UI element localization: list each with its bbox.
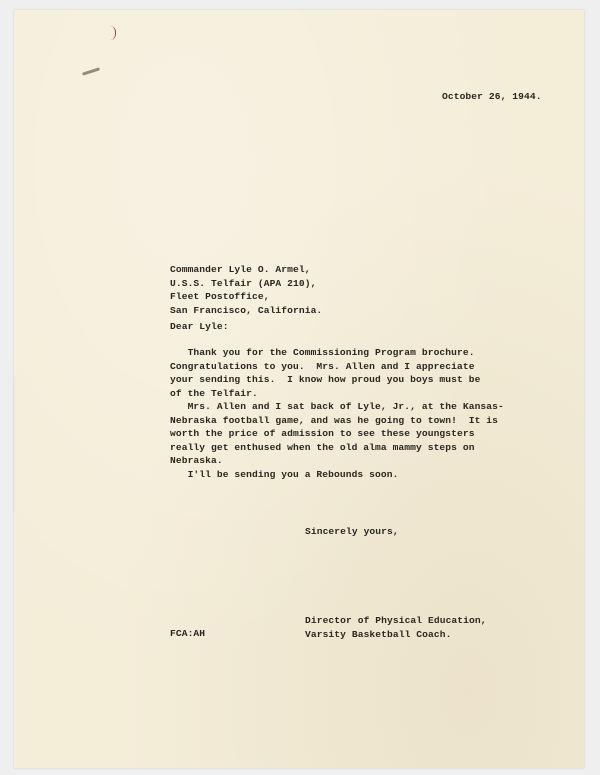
address-line: Commander Lyle O. Armel, <box>170 264 311 275</box>
address-line: San Francisco, California. <box>170 304 323 316</box>
paragraph-line: Mrs. Allen and I sat back of Lyle, Jr., at the Kansas- <box>170 401 504 412</box>
signature-line: Varsity Basketball Coach. <box>305 628 452 640</box>
paragraph-line: Nebraska. <box>170 455 223 467</box>
paragraph-1 <box>170 346 510 400</box>
complimentary-close: Sincerely yours, <box>305 526 399 537</box>
paragraph-line: Congratulations to you. Mrs. Allen and I appreciate <box>170 360 475 372</box>
ink-mark <box>110 26 116 40</box>
paragraph-line: Thank you for the Commissioning Program brochure. <box>170 347 475 358</box>
pencil-mark <box>82 67 100 75</box>
paragraph-line: I'll be sending you a Rebounds soon. <box>170 469 399 480</box>
salutation: Dear Lyle: <box>170 321 229 332</box>
paragraph-line: of the Telfair. <box>170 387 258 399</box>
recipient-address <box>170 263 322 317</box>
signature-block <box>305 614 487 641</box>
letter-date: October 26, 1944. <box>442 91 542 102</box>
paragraph-line: really get enthused when the old alma mammy steps on <box>170 441 475 453</box>
paragraph-line: your sending this. I know how proud you boys must be <box>170 374 481 386</box>
address-line: U.S.S. Telfair (APA 210), <box>170 277 317 289</box>
paragraph-3 <box>170 468 510 482</box>
paragraph-2 <box>170 400 510 468</box>
address-line: Fleet Postoffice, <box>170 291 270 303</box>
paragraph-line: Nebraska football game, and was he going to town! It is <box>170 414 499 426</box>
signature-line: Director of Physical Education, <box>305 615 487 626</box>
paragraph-line: worth the price of admission to see these youngsters <box>170 428 475 440</box>
letter-page <box>14 10 584 768</box>
reference-initials: FCA:AH <box>170 628 206 639</box>
